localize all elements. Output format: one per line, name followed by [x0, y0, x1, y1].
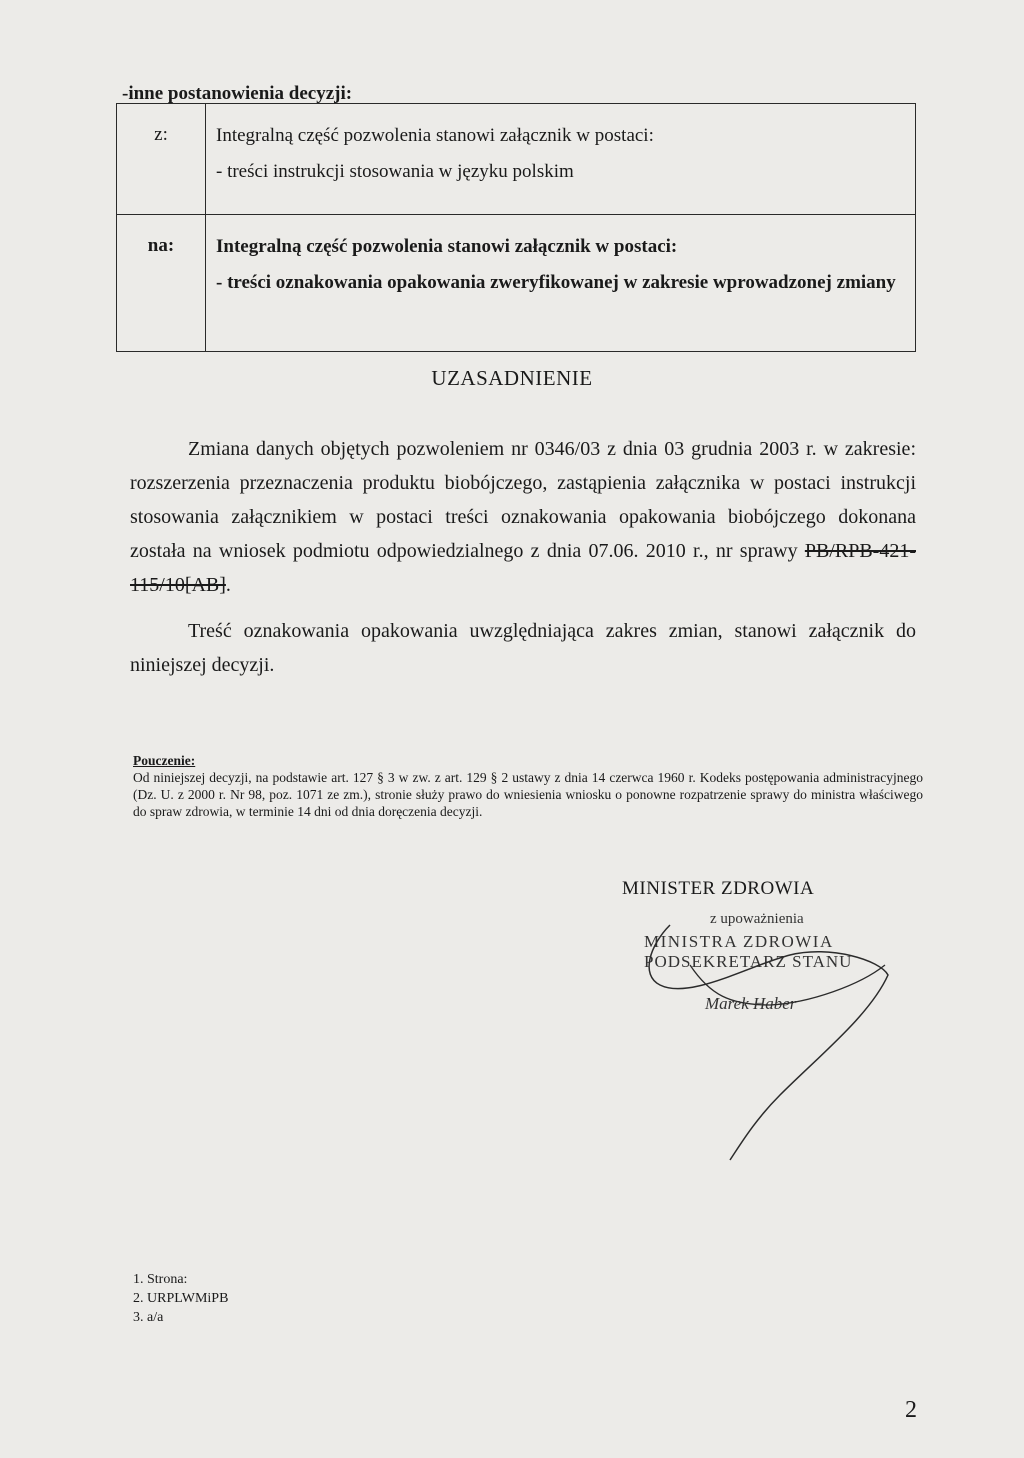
instruction-block	[133, 752, 923, 820]
distribution-list	[133, 1270, 228, 1327]
justification-paragraph-2	[130, 614, 916, 682]
table-row-to	[117, 215, 916, 352]
page-number: 2	[905, 1397, 917, 1423]
from-label: z:	[117, 104, 206, 215]
from-line-1: Integralną część pozwolenia stanowi załącznik w postaci:	[216, 125, 654, 146]
other-provisions-heading: -inne postanowienia decyzji:	[122, 83, 353, 104]
case-number: PB/RPB-421-115/10[AB]	[130, 540, 916, 596]
signature-stamp	[630, 905, 900, 1165]
paragraph-1-end: .	[225, 574, 231, 596]
instruction-title: Pouczenie:	[133, 753, 196, 768]
justification-title: UZASADNIENIE	[431, 366, 593, 390]
instruction-text: Od niniejszej decyzji, na podstawie art. 127 § 3 w zw. z art. 129 § 2 ustawy z dnia 14 czerwca 1960 r. Kodeks postępowania administracyjnego (Dz. U. z 2000 r. Nr 98, poz. 1071 ze zm.), stronie służy prawo do wniesienia wniosku o ponowne rozpatrzenie sprawy do ministra właściwego do spraw zdrowia, w terminie 14 dni od dnia doręczenia decyzji.	[133, 770, 923, 819]
distribution-item: 1. Strona:	[133, 1272, 188, 1287]
signer-name: Marek Haber	[705, 994, 797, 1013]
stamp-line-1: z upoważnienia	[710, 911, 804, 927]
decision-changes-table	[116, 103, 916, 352]
paragraph-1-text: Zmiana danych objętych pozwoleniem nr 0346/03 z dnia 03 grudnia 2003 r. w zakresie: rozszerzenia przeznaczenia produktu biobójczego, zastąpienia załącznika w postaci instrukcji stosowania załącznikiem w postaci treści oznakowania opakowania biobójczego dokonana została na wniosek podmiotu odpowiedzialnego z dnia 07.06. 2010 r., nr sprawy	[130, 438, 916, 562]
stamp-line-3: PODSEKRETARZ STANU	[644, 952, 853, 971]
justification-paragraph-1	[130, 432, 916, 602]
from-content	[206, 104, 916, 215]
minister-title: MINISTER ZDROWIA	[622, 878, 815, 899]
distribution-item: 2. URPLWMiPB	[133, 1291, 229, 1306]
to-line-2: - treści oznakowania opakowania zweryfikowanej w zakresie wprowadzonej zmiany	[216, 272, 896, 293]
to-label: na:	[117, 215, 206, 352]
to-content	[206, 215, 916, 352]
to-line-1: Integralną część pozwolenia stanowi załącznik w postaci:	[216, 236, 678, 257]
table-row-from	[117, 104, 916, 215]
from-line-2: - treści instrukcji stosowania w języku polskim	[216, 161, 574, 182]
distribution-item: 3. a/a	[133, 1310, 164, 1325]
paragraph-2-text: Treść oznakowania opakowania uwzględniająca zakres zmian, stanowi załącznik do niniejszej decyzji.	[130, 620, 916, 676]
stamp-line-2: MINISTRA ZDROWIA	[644, 932, 834, 951]
